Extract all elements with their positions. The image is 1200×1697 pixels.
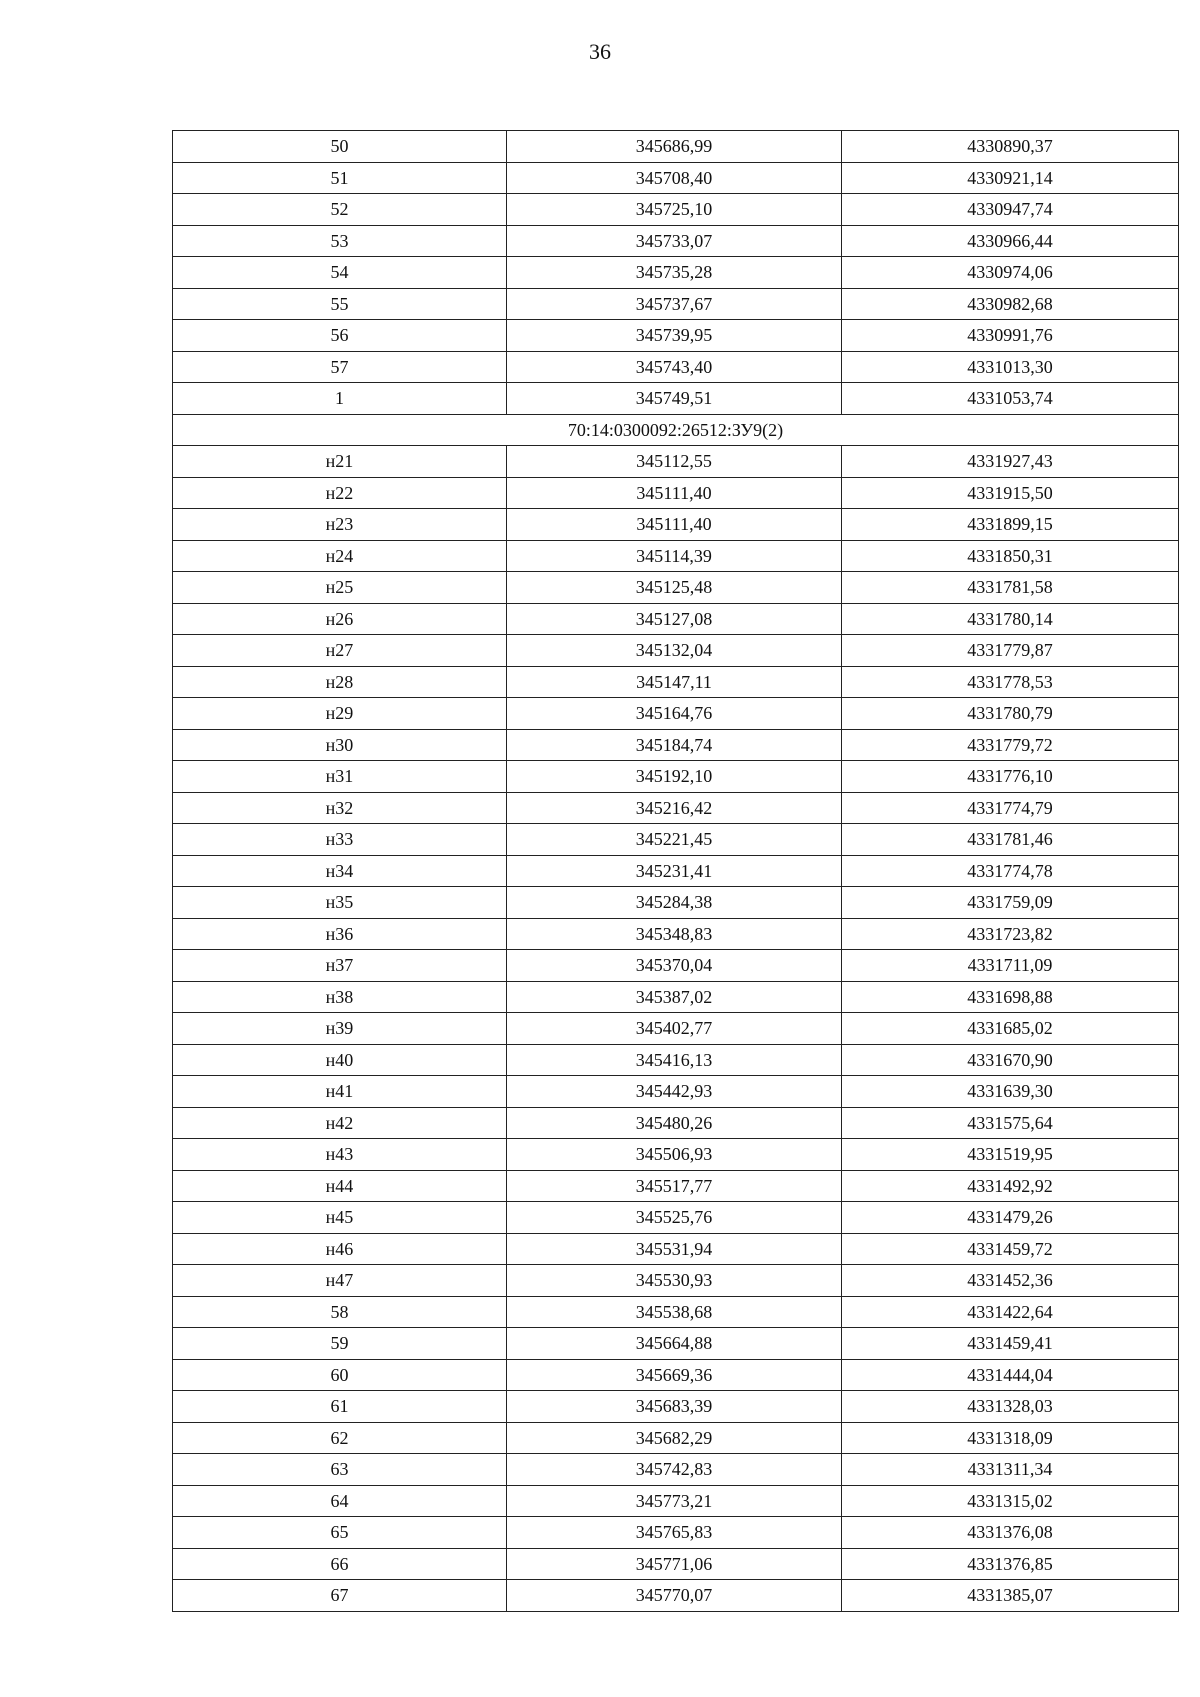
section-label: 70:14:0300092:26512:ЗУ9(2) <box>173 414 1179 446</box>
y-coordinate-cell: 4331519,95 <box>842 1139 1179 1171</box>
point-number-cell: 66 <box>173 1548 507 1580</box>
table-row <box>173 1170 1179 1202</box>
point-number-cell: н27 <box>173 635 507 667</box>
table-row <box>173 1233 1179 1265</box>
point-number-cell: н41 <box>173 1076 507 1108</box>
table-row <box>173 603 1179 635</box>
table-row <box>173 1517 1179 1549</box>
table-row <box>173 729 1179 761</box>
x-coordinate-cell: 345416,13 <box>507 1044 842 1076</box>
point-number-cell: н30 <box>173 729 507 761</box>
coordinates-table <box>172 130 1179 1612</box>
table-row <box>173 1422 1179 1454</box>
x-coordinate-cell: 345773,21 <box>507 1485 842 1517</box>
x-coordinate-cell: 345743,40 <box>507 351 842 383</box>
point-number-cell: 67 <box>173 1580 507 1612</box>
x-coordinate-cell: 345216,42 <box>507 792 842 824</box>
table-row <box>173 698 1179 730</box>
x-coordinate-cell: 345525,76 <box>507 1202 842 1234</box>
y-coordinate-cell: 4331452,36 <box>842 1265 1179 1297</box>
x-coordinate-cell: 345164,76 <box>507 698 842 730</box>
table-row <box>173 981 1179 1013</box>
table-row <box>173 572 1179 604</box>
y-coordinate-cell: 4331780,14 <box>842 603 1179 635</box>
point-number-cell: н35 <box>173 887 507 919</box>
table-row <box>173 1580 1179 1612</box>
y-coordinate-cell: 4331774,79 <box>842 792 1179 824</box>
table-row <box>173 1296 1179 1328</box>
y-coordinate-cell: 4331492,92 <box>842 1170 1179 1202</box>
point-number-cell: н43 <box>173 1139 507 1171</box>
point-number-cell: н46 <box>173 1233 507 1265</box>
x-coordinate-cell: 345370,04 <box>507 950 842 982</box>
x-coordinate-cell: 345221,45 <box>507 824 842 856</box>
point-number-cell: 60 <box>173 1359 507 1391</box>
table-row <box>173 792 1179 824</box>
table-row <box>173 225 1179 257</box>
y-coordinate-cell: 4331385,07 <box>842 1580 1179 1612</box>
point-number-cell: 50 <box>173 131 507 163</box>
point-number-cell: н25 <box>173 572 507 604</box>
point-number-cell: 64 <box>173 1485 507 1517</box>
point-number-cell: н42 <box>173 1107 507 1139</box>
table-row <box>173 540 1179 572</box>
point-number-cell: н47 <box>173 1265 507 1297</box>
y-coordinate-cell: 4331723,82 <box>842 918 1179 950</box>
x-coordinate-cell: 345231,41 <box>507 855 842 887</box>
point-number-cell: 57 <box>173 351 507 383</box>
y-coordinate-cell: 4330921,14 <box>842 162 1179 194</box>
point-number-cell: н21 <box>173 446 507 478</box>
point-number-cell: н38 <box>173 981 507 1013</box>
point-number-cell: 54 <box>173 257 507 289</box>
page-number: 36 <box>589 39 611 64</box>
y-coordinate-cell: 4330890,37 <box>842 131 1179 163</box>
x-coordinate-cell: 345742,83 <box>507 1454 842 1486</box>
point-number-cell: н32 <box>173 792 507 824</box>
table-row <box>173 509 1179 541</box>
x-coordinate-cell: 345125,48 <box>507 572 842 604</box>
x-coordinate-cell: 345531,94 <box>507 1233 842 1265</box>
y-coordinate-cell: 4331759,09 <box>842 887 1179 919</box>
y-coordinate-cell: 4330982,68 <box>842 288 1179 320</box>
x-coordinate-cell: 345739,95 <box>507 320 842 352</box>
y-coordinate-cell: 4331711,09 <box>842 950 1179 982</box>
y-coordinate-cell: 4331779,72 <box>842 729 1179 761</box>
x-coordinate-cell: 345147,11 <box>507 666 842 698</box>
table-row <box>173 162 1179 194</box>
point-number-cell: 58 <box>173 1296 507 1328</box>
y-coordinate-cell: 4331927,43 <box>842 446 1179 478</box>
x-coordinate-cell: 345387,02 <box>507 981 842 1013</box>
x-coordinate-cell: 345725,10 <box>507 194 842 226</box>
x-coordinate-cell: 345686,99 <box>507 131 842 163</box>
point-number-cell: 59 <box>173 1328 507 1360</box>
table-row <box>173 855 1179 887</box>
table-row <box>173 383 1179 415</box>
table-row <box>173 1485 1179 1517</box>
x-coordinate-cell: 345683,39 <box>507 1391 842 1423</box>
y-coordinate-cell: 4330947,74 <box>842 194 1179 226</box>
x-coordinate-cell: 345664,88 <box>507 1328 842 1360</box>
point-number-cell: 55 <box>173 288 507 320</box>
y-coordinate-cell: 4330991,76 <box>842 320 1179 352</box>
x-coordinate-cell: 345737,67 <box>507 288 842 320</box>
table-row <box>173 1265 1179 1297</box>
y-coordinate-cell: 4331670,90 <box>842 1044 1179 1076</box>
point-number-cell: н23 <box>173 509 507 541</box>
y-coordinate-cell: 4331422,64 <box>842 1296 1179 1328</box>
table-row <box>173 1044 1179 1076</box>
x-coordinate-cell: 345682,29 <box>507 1422 842 1454</box>
y-coordinate-cell: 4331328,03 <box>842 1391 1179 1423</box>
y-coordinate-cell: 4331376,08 <box>842 1517 1179 1549</box>
section-row <box>173 414 1179 446</box>
x-coordinate-cell: 345480,26 <box>507 1107 842 1139</box>
y-coordinate-cell: 4331779,87 <box>842 635 1179 667</box>
point-number-cell: н22 <box>173 477 507 509</box>
y-coordinate-cell: 4331774,78 <box>842 855 1179 887</box>
y-coordinate-cell: 4331781,58 <box>842 572 1179 604</box>
y-coordinate-cell: 4331915,50 <box>842 477 1179 509</box>
y-coordinate-cell: 4331685,02 <box>842 1013 1179 1045</box>
table-row <box>173 666 1179 698</box>
point-number-cell: 61 <box>173 1391 507 1423</box>
table-row <box>173 320 1179 352</box>
x-coordinate-cell: 345184,74 <box>507 729 842 761</box>
x-coordinate-cell: 345771,06 <box>507 1548 842 1580</box>
table-row <box>173 1548 1179 1580</box>
point-number-cell: н34 <box>173 855 507 887</box>
point-number-cell: н37 <box>173 950 507 982</box>
table-row <box>173 887 1179 919</box>
x-coordinate-cell: 345114,39 <box>507 540 842 572</box>
point-number-cell: н45 <box>173 1202 507 1234</box>
table-row <box>173 1359 1179 1391</box>
x-coordinate-cell: 345708,40 <box>507 162 842 194</box>
point-number-cell: 51 <box>173 162 507 194</box>
table-row <box>173 950 1179 982</box>
x-coordinate-cell: 345770,07 <box>507 1580 842 1612</box>
y-coordinate-cell: 4331780,79 <box>842 698 1179 730</box>
y-coordinate-cell: 4330966,44 <box>842 225 1179 257</box>
table-row <box>173 131 1179 163</box>
x-coordinate-cell: 345517,77 <box>507 1170 842 1202</box>
x-coordinate-cell: 345442,93 <box>507 1076 842 1108</box>
table-row <box>173 194 1179 226</box>
table-row <box>173 1107 1179 1139</box>
point-number-cell: н29 <box>173 698 507 730</box>
point-number-cell: 1 <box>173 383 507 415</box>
point-number-cell: 63 <box>173 1454 507 1486</box>
y-coordinate-cell: 4331899,15 <box>842 509 1179 541</box>
y-coordinate-cell: 4331639,30 <box>842 1076 1179 1108</box>
y-coordinate-cell: 4331698,88 <box>842 981 1179 1013</box>
y-coordinate-cell: 4331459,41 <box>842 1328 1179 1360</box>
table-row <box>173 257 1179 289</box>
table-row <box>173 918 1179 950</box>
y-coordinate-cell: 4331013,30 <box>842 351 1179 383</box>
x-coordinate-cell: 345669,36 <box>507 1359 842 1391</box>
table-row <box>173 1391 1179 1423</box>
table-row <box>173 351 1179 383</box>
y-coordinate-cell: 4331776,10 <box>842 761 1179 793</box>
y-coordinate-cell: 4331575,64 <box>842 1107 1179 1139</box>
table-row <box>173 1454 1179 1486</box>
y-coordinate-cell: 4331376,85 <box>842 1548 1179 1580</box>
table-row <box>173 1202 1179 1234</box>
x-coordinate-cell: 345112,55 <box>507 446 842 478</box>
point-number-cell: 52 <box>173 194 507 226</box>
y-coordinate-cell: 4331318,09 <box>842 1422 1179 1454</box>
x-coordinate-cell: 345284,38 <box>507 887 842 919</box>
table-row <box>173 1139 1179 1171</box>
y-coordinate-cell: 4331781,46 <box>842 824 1179 856</box>
x-coordinate-cell: 345735,28 <box>507 257 842 289</box>
x-coordinate-cell: 345111,40 <box>507 477 842 509</box>
coordinates-table-body <box>173 131 1179 1612</box>
point-number-cell: н26 <box>173 603 507 635</box>
point-number-cell: 53 <box>173 225 507 257</box>
y-coordinate-cell: 4331311,34 <box>842 1454 1179 1486</box>
table-row <box>173 446 1179 478</box>
table-row <box>173 1013 1179 1045</box>
y-coordinate-cell: 4331459,72 <box>842 1233 1179 1265</box>
y-coordinate-cell: 4331053,74 <box>842 383 1179 415</box>
x-coordinate-cell: 345111,40 <box>507 509 842 541</box>
table-row <box>173 1328 1179 1360</box>
point-number-cell: н44 <box>173 1170 507 1202</box>
y-coordinate-cell: 4331479,26 <box>842 1202 1179 1234</box>
x-coordinate-cell: 345530,93 <box>507 1265 842 1297</box>
table-row <box>173 477 1179 509</box>
point-number-cell: н33 <box>173 824 507 856</box>
table-row <box>173 635 1179 667</box>
x-coordinate-cell: 345402,77 <box>507 1013 842 1045</box>
table-row <box>173 761 1179 793</box>
y-coordinate-cell: 4331778,53 <box>842 666 1179 698</box>
point-number-cell: 65 <box>173 1517 507 1549</box>
table-row <box>173 288 1179 320</box>
point-number-cell: 62 <box>173 1422 507 1454</box>
x-coordinate-cell: 345765,83 <box>507 1517 842 1549</box>
x-coordinate-cell: 345348,83 <box>507 918 842 950</box>
table-row <box>173 824 1179 856</box>
y-coordinate-cell: 4331444,04 <box>842 1359 1179 1391</box>
point-number-cell: н24 <box>173 540 507 572</box>
point-number-cell: н40 <box>173 1044 507 1076</box>
y-coordinate-cell: 4330974,06 <box>842 257 1179 289</box>
x-coordinate-cell: 345127,08 <box>507 603 842 635</box>
point-number-cell: н39 <box>173 1013 507 1045</box>
x-coordinate-cell: 345506,93 <box>507 1139 842 1171</box>
point-number-cell: н36 <box>173 918 507 950</box>
y-coordinate-cell: 4331850,31 <box>842 540 1179 572</box>
point-number-cell: 56 <box>173 320 507 352</box>
point-number-cell: н31 <box>173 761 507 793</box>
x-coordinate-cell: 345749,51 <box>507 383 842 415</box>
x-coordinate-cell: 345132,04 <box>507 635 842 667</box>
x-coordinate-cell: 345192,10 <box>507 761 842 793</box>
y-coordinate-cell: 4331315,02 <box>842 1485 1179 1517</box>
x-coordinate-cell: 345538,68 <box>507 1296 842 1328</box>
table-row <box>173 1076 1179 1108</box>
x-coordinate-cell: 345733,07 <box>507 225 842 257</box>
point-number-cell: н28 <box>173 666 507 698</box>
